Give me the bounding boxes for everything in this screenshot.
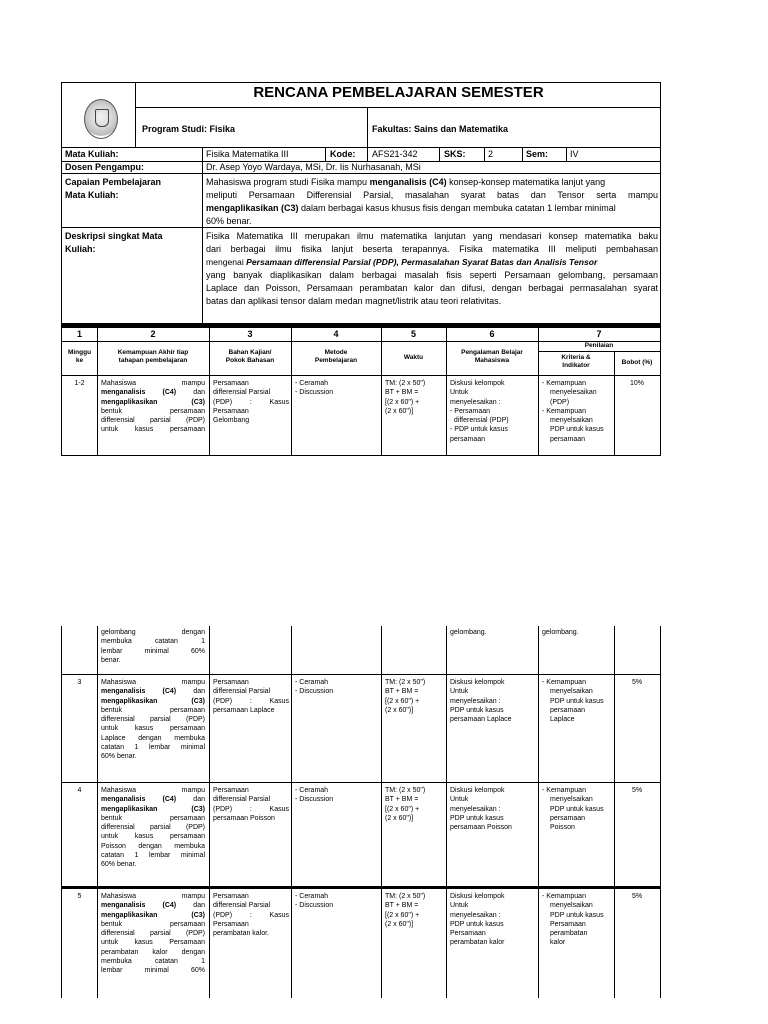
header-bahan: Bahan Kajian/ Pokok Bahasan [225,349,275,364]
deskripsi-line-5: Laplace dan Poisson, Persamaan perambatan kalor dan difusi, dengan berbagai permasalahan syarat [206,283,658,293]
kode-value: AFS21-342 [372,149,418,159]
header-bobot: Bobot (%) [621,359,653,366]
col-number-2: 2 [150,329,156,339]
row-1-method: - Ceramah - Discussion [295,380,334,397]
deskripsi-line-2: dari berbagai ilmu fisika lanjut beserta terapannya. Fisika matematika III meliputi pembahasan [206,244,658,254]
row-5-week: 5 [77,893,82,900]
kode-label: Kode: [330,149,356,159]
row-3-ability: Mahasiswa mampu menganalisis (C4) dan mengaplikasikan (C3) bentuk persamaan differensial parsial (PDP) untuk kasus persamaan Laplace dengan membuka catatan 1 lembar minimal 60% benar. [101,679,205,761]
dosen-label: Dosen Pengampu: [65,162,145,172]
header-pengalaman: Pengalaman Belajar Mahasiswa [461,349,523,364]
col-number-3: 3 [247,329,253,339]
university-seal-icon [84,99,118,139]
header-kriteria: Kriteria & Indikator [561,354,591,369]
col-number-1: 1 [76,329,82,339]
deskripsi-line-4: yang banyak diaplikasikan dalam berbagai masalah fisis seperti Persamaan gelombang, persamaan [206,270,658,280]
capaian-line-1: Mahasiswa program studi Fisika mampu menganalisis (C4) konsep-konsep matematika lanjut yang [206,177,606,187]
deskripsi-line-1: Fisika Matematika III merupakan ilmu matematika lanjutan yang mendasari konsep matematika baku [206,231,658,241]
row-4-experience: Diskusi kelompok Untuk menyelesaikan : PDP untuk kasus persamaan Poisson [450,787,512,832]
row-1-experience-cont: gelombang. [450,629,487,636]
row-4-weight: 5% [631,787,643,794]
document-title: RENCANA PEMBELAJARAN SEMESTER [253,84,544,101]
row-3-experience: Diskusi kelompok Untuk menyelesaikan : PDP untuk kasus persamaan Laplace [450,679,512,724]
capaian-label-1: Capaian Pembelajaran [65,177,162,187]
deskripsi-label-2: Kuliah: [65,244,96,254]
row-1-ability: Mahasiswa mampu menganalisis (C4) dan mengaplikasikan (C3) bentuk persamaan differensial parsial (PDP) untuk kasus persamaan [101,380,205,434]
row-1-weight: 10% [629,380,644,387]
program-studi: Program Studi: Fisika [142,124,236,134]
row-1-material: Persamaan differensial Parsial (PDP) : Kasus Persamaan Gelombang [213,380,289,425]
sem-value: IV [570,149,579,159]
row-3-weight: 5% [631,679,643,686]
col-number-4: 4 [333,329,339,339]
col-number-6: 6 [489,329,495,339]
mata-kuliah-label: Mata Kuliah: [65,149,119,159]
row-5-weight: 5% [631,893,643,900]
row-1-criteria-cont: gelombang. [542,629,579,636]
deskripsi-line-3: mengenai Persamaan differensial Parsial (PDP), Permasalahan Syarat Batas dan Analisis Tensor [206,257,598,267]
row-5-ability: Mahasiswa mampu menganalisis (C4) dan mengaplikasikan (C3) bentuk persamaan differensial parsial (PDP) untuk kasus Persamaan perambatan kalor dengan membuka catatan 1 lembar minimal 60% [101,893,205,975]
row-5-criteria: - Kemampuan menyelsaikan PDP untuk kasus Persamaan perambatan kalor [542,893,604,947]
row-1-criteria: - Kemampuan menyelesaikan (PDP) - Kemampuan menyelsaikan PDP untuk kasus persamaan [542,380,604,443]
header-kemampuan: Kemampuan Akhir tiap tahapan pembelajaran [117,349,189,364]
sks-label: SKS: [444,149,466,159]
col-number-7: 7 [596,329,602,339]
col-number-5: 5 [410,329,416,339]
row-4-week: 4 [77,787,82,794]
row-4-ability: Mahasiswa mampu menganalisis (C4) dan mengaplikasikan (C3) bentuk persamaan differensial parsial (PDP) untuk kasus persamaan Poisson dengan membuka catatan 1 lembar minimal 60% benar. [101,787,205,869]
row-4-material: Persamaan differensial Parsial (PDP) : Kasus persamaan Poisson [213,787,289,822]
fakultas: Fakultas: Sains dan Matematika [372,124,509,134]
dosen-value: Dr. Asep Yoyo Wardaya, MSi, Dr. Iis Nurhasanah, MSi [206,162,421,172]
header-waktu: Waktu [403,354,424,361]
row-5-material: Persamaan differensial Parsial (PDP) : Kasus Persamaan perambatan kalor. [213,893,289,938]
rps-page-2 [61,626,661,998]
row-3-criteria: - Kemampuan menyelsaikan PDP untuk kasus persamaan Laplace [542,679,604,724]
capaian-line-4: 60% benar. [206,216,252,226]
row-5-method: - Ceramah - Discussion [295,893,334,910]
mata-kuliah-value: Fisika Matematika III [206,149,289,159]
row-1-ability-cont: gelombang dengan membuka catatan 1 lembar minimal 60% benar. [101,629,205,664]
capaian-line-3: mengaplikasikan (C3) dalam berbagai kasus khusus fisis dengan membuka catatan 1 lembar minimal [206,203,616,213]
capaian-line-2: meliputi Persamaan Differensial Parsial, masalahan syarat batas dan Tensor serta mampu [206,190,658,200]
row-1-experience: Diskusi kelompok Untuk menyelesaikan : - Persamaan differensial (PDP) - PDP untuk kasus persamaan [450,380,509,443]
sem-label: Sem: [526,149,549,159]
header-metode: Metode Pembelajaran [314,349,358,364]
row-3-method: - Ceramah - Discussion [295,679,334,696]
row-1-week: 1-2 [74,380,85,387]
row-4-criteria: - Kemampuan menyelsaikan PDP untuk kasus persamaan Poisson [542,787,604,832]
row-3-week: 3 [77,679,82,686]
sks-value: 2 [488,149,494,159]
row-4-time: TM: (2 x 50") BT + BM = [(2 x 60") + (2 x 60")] [385,787,426,822]
header-minggu: Minggu ke [67,349,92,364]
capaian-label-2: Mata Kuliah: [65,190,119,200]
row-3-time: TM: (2 x 50") BT + BM = [(2 x 60") + (2 x 60")] [385,679,426,714]
header-penilaian: Penilaian [584,342,614,349]
deskripsi-label-1: Deskripsi singkat Mata [65,231,163,241]
row-3-material: Persamaan differensial Parsial (PDP) : Kasus persamaan Laplace [213,679,289,714]
deskripsi-line-6: batas dan aplikasi tensor dalam medan magnet/listrik atau teori relativitas. [206,296,502,306]
rps-page-1 [61,82,661,456]
row-1-time: TM: (2 x 50") BT + BM = [(2 x 60") + (2 x 60")] [385,380,426,415]
row-4-method: - Ceramah - Discussion [295,787,334,804]
row-5-experience: Diskusi kelompok Untuk menyelesaikan : PDP untuk kasus Persamaan perambatan kalor [450,893,505,947]
row-5-time: TM: (2 x 50") BT + BM = [(2 x 60") + (2 x 60")] [385,893,426,928]
